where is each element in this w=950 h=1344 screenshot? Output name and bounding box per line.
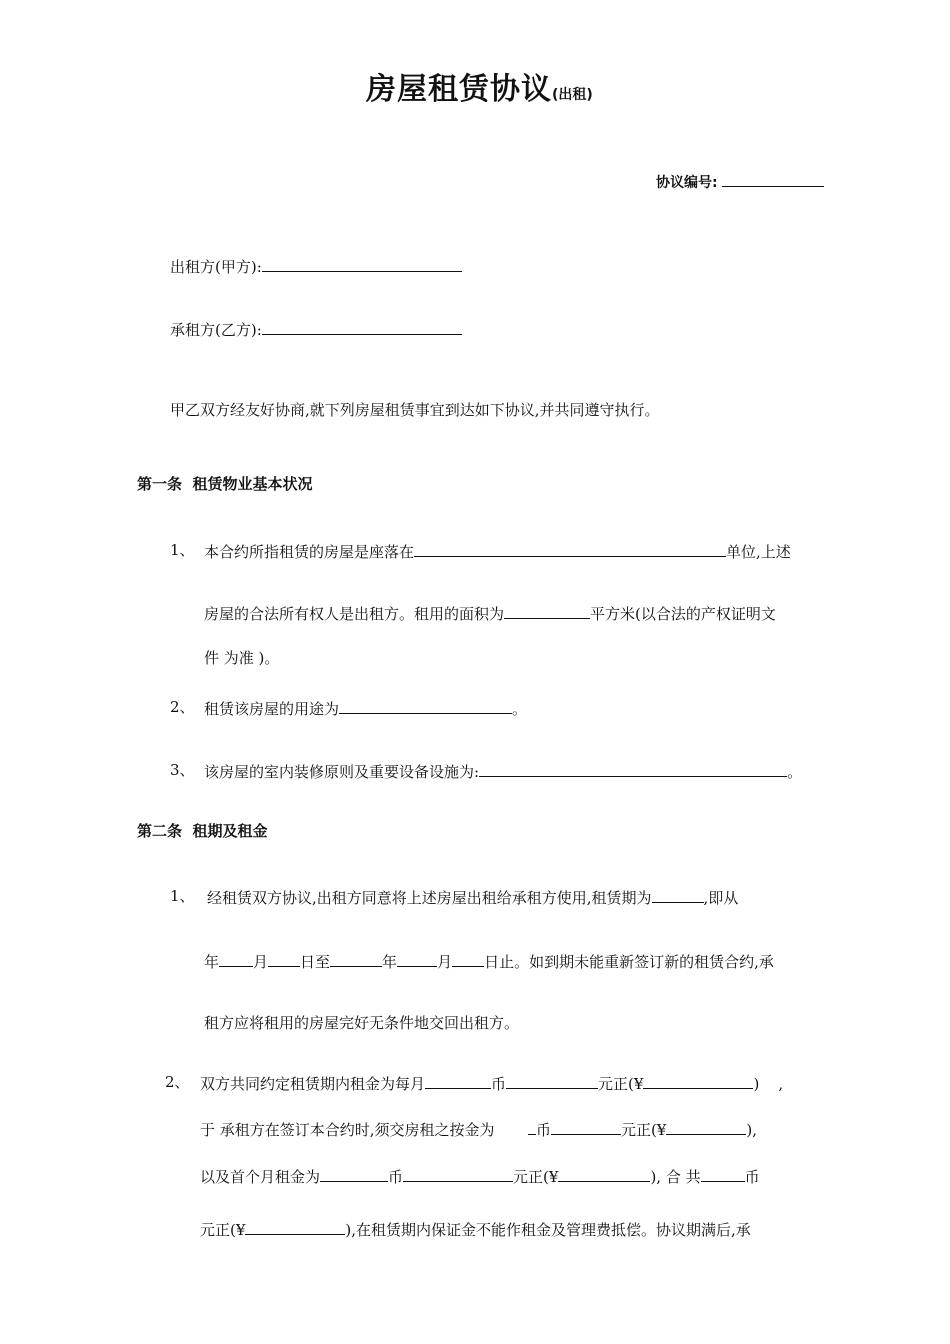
end-month-label: 月 (437, 953, 453, 971)
art1-item1-text-c: 房屋的合法所有权人是出租方。租用的面积为 (204, 605, 505, 623)
end-month-field[interactable] (397, 950, 437, 967)
art2-item2-text-c: 以及首个月租金为 (200, 1168, 321, 1186)
lease-term-field[interactable] (652, 886, 704, 903)
art2-item2-number: 2、 (165, 1073, 190, 1091)
art2-item1-text-b: ,即从 (703, 889, 739, 907)
end-year-label: 年 (382, 953, 398, 971)
yuan-label: 元正(¥ (598, 1075, 644, 1093)
start-month-field[interactable] (219, 950, 253, 967)
art1-item3-line (204, 760, 802, 782)
comma: , (752, 1121, 757, 1139)
art1-item3-text-a: 该房屋的室内装修原则及重要设备设施为: (204, 763, 480, 781)
art2-item1-text-end: 日止。如到期未能重新签订新的租赁合约,承 (484, 953, 774, 971)
end-year-field[interactable] (330, 950, 382, 967)
currency-label: 币 (535, 1121, 551, 1139)
art2-item2-text-d-end: ),在租赁期内保证金不能作租金及管理费抵偿。协议期满后,承 (345, 1221, 751, 1239)
currency-label: 币 (491, 1075, 507, 1093)
art2-item1-text-a: 经租赁双方协议,出租方同意将上述房屋出租给承租方使用,租赁期为 (207, 889, 652, 907)
art2-item1-number: 1、 (170, 887, 195, 905)
monthly-rent-figure-field[interactable] (643, 1072, 753, 1089)
currency-label: 币 (744, 1168, 760, 1186)
art2-item2-line1 (200, 1072, 783, 1094)
start-day-label: 日至 (300, 953, 331, 971)
decoration-field[interactable] (479, 760, 787, 777)
yuan-label: 元正(¥ (620, 1121, 667, 1139)
lessor-row (170, 255, 462, 277)
monthly-rent-words-field[interactable] (506, 1072, 598, 1089)
article-1-heading: 第一条 租赁物业基本状况 (137, 475, 313, 493)
art1-item1-number: 1、 (170, 541, 195, 559)
page-title (366, 64, 593, 108)
art2-item1-line2 (204, 950, 774, 972)
lessor-label: 出租方(甲方): (170, 258, 262, 276)
art1-item3-text-b: 。 (787, 763, 803, 781)
deposit-currency-field[interactable] (528, 1118, 536, 1135)
art1-item1-text-a: 本合约所指租赁的房屋是座落在 (204, 543, 415, 561)
agreement-number-row (656, 170, 824, 192)
art2-item1-line3: 租方应将租用的房屋完好无条件地交回出租方。 (204, 1014, 520, 1032)
art2-item2-text-c-end: ), 合 共 (650, 1168, 701, 1186)
art1-item1-line1 (204, 540, 791, 562)
end-day-field[interactable] (452, 950, 484, 967)
lessee-field[interactable] (262, 318, 462, 335)
total-currency-field[interactable] (701, 1165, 745, 1182)
art2-item2-line3 (200, 1165, 760, 1187)
title-text: 房屋租赁协议 (366, 72, 552, 107)
art2-item2-text-a: 双方共同约定租赁期内租金为每月 (200, 1075, 426, 1093)
art2-item2-text-b: 于 承租方在签订本合约时,须交房租之按金为 (200, 1121, 495, 1139)
art1-item3-number: 3、 (170, 761, 195, 779)
agreement-number-label: 协议编号: (656, 175, 718, 191)
art2-item1-line1 (207, 886, 738, 908)
art1-item1-text-b: 单位,上述 (726, 543, 791, 561)
lessee-label: 承租方(乙方): (170, 321, 262, 339)
area-field[interactable] (504, 602, 590, 619)
intro-paragraph: 甲乙双方经友好协商,就下列房屋租赁事宜到达如下协议,并共同遵守执行。 (170, 401, 660, 419)
lessee-row (170, 318, 462, 340)
monthly-rent-currency-field[interactable] (425, 1072, 491, 1089)
first-rent-currency-field[interactable] (320, 1165, 388, 1182)
agreement-number-field[interactable] (722, 170, 824, 187)
art1-item1-line2 (204, 602, 776, 624)
yuan-label: 元正(¥ (200, 1221, 246, 1239)
comma: , (778, 1075, 784, 1093)
first-rent-words-field[interactable] (403, 1165, 513, 1182)
currency-label: 币 (388, 1168, 404, 1186)
art1-item2-text-a: 租赁该房屋的用途为 (204, 700, 340, 718)
close-paren: ) (753, 1075, 760, 1093)
deposit-figure-field[interactable] (666, 1118, 746, 1135)
art2-item2-line2 (200, 1118, 757, 1140)
yuan-label: 元正(¥ (513, 1168, 559, 1186)
usage-field[interactable] (339, 697, 512, 714)
start-month-label: 月 (253, 953, 269, 971)
total-figure-field[interactable] (245, 1218, 345, 1235)
article-2-heading: 第二条 租期及租金 (137, 822, 268, 840)
art1-item2-line (204, 697, 527, 719)
art2-item2-line4 (200, 1218, 751, 1240)
art1-item2-number: 2、 (170, 698, 195, 716)
art1-item2-text-b: 。 (512, 700, 528, 718)
art1-item1-line3: 件 为准 )。 (204, 649, 280, 667)
lessor-field[interactable] (262, 255, 462, 272)
first-rent-figure-field[interactable] (558, 1165, 650, 1182)
start-year-label: 年 (204, 953, 220, 971)
start-day-field[interactable] (268, 950, 300, 967)
close-paren: ) (746, 1121, 753, 1139)
deposit-words-field[interactable] (551, 1118, 621, 1135)
property-location-field[interactable] (414, 540, 726, 557)
art1-item1-text-d: 平方米(以合法的产权证明文 (590, 605, 776, 623)
title-suffix: (出租) (552, 87, 593, 103)
